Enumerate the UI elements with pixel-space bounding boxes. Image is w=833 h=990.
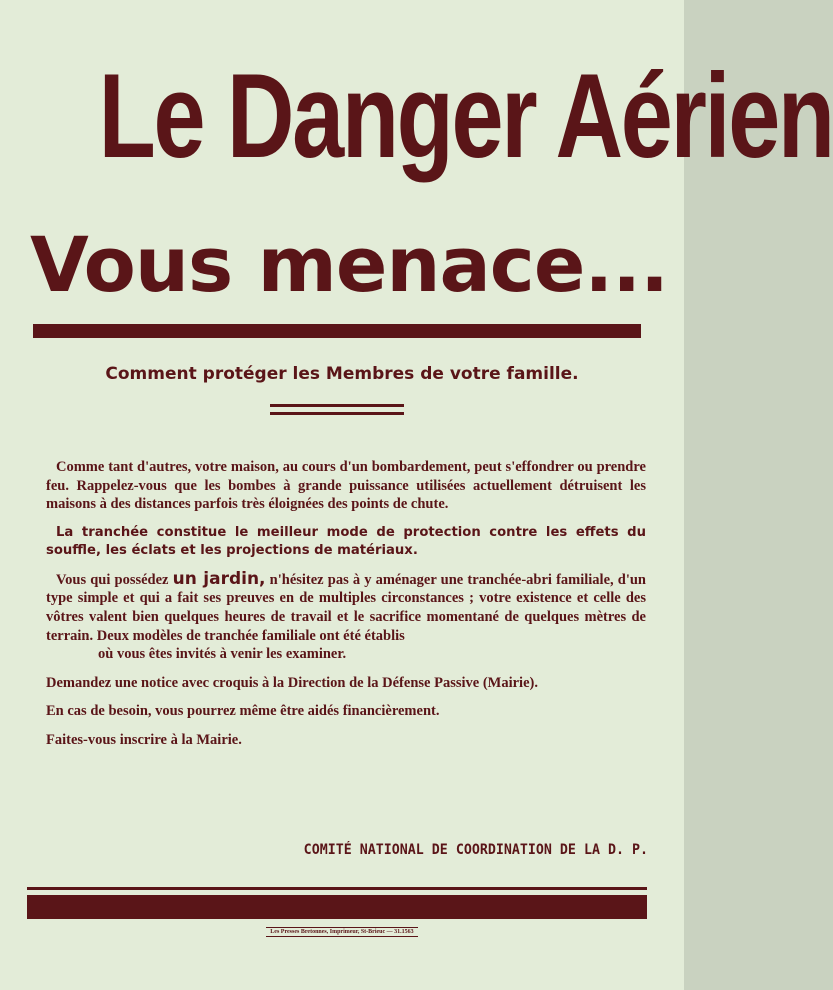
paragraph-3-rest: n'hésitez pas à y aménager une tranchée-abri familiale, d'un type simple et qui a fait ses preuves en de multiples circonstances ; votre existence et celle des vôtres valent bien quelques heures de travail et le sacrifice momentané de quelques mètres de terrain. Deux modèles de tranchée familiale ont été établis xyxy=(46,571,646,644)
bottom-rule-thick xyxy=(27,895,647,919)
printer-line: Les Presses Bretonnes, Imprimeur, St-Brieuc — 31.1563 xyxy=(266,927,417,937)
paragraph-6: Faites-vous inscrire à la Mairie. xyxy=(46,731,242,748)
printer-credit xyxy=(30,929,654,935)
double-rule-bottom xyxy=(270,412,404,415)
paragraph-3-start: Vous qui possédez xyxy=(56,571,169,588)
paragraph-3-last-line: où vous êtes invités à venir les examiner. xyxy=(98,646,347,663)
poster-body xyxy=(46,458,646,760)
double-rule-top xyxy=(270,404,404,407)
poster-subtitle: Comment protéger les Membres de votre famille. xyxy=(105,364,579,384)
bottom-rule-thin xyxy=(27,887,647,890)
poster-title-line1: Le Danger Aérien xyxy=(98,49,833,183)
paragraph-4: Demandez une notice avec croquis à la Direction de la Défense Passive (Mairie). xyxy=(46,674,538,691)
garden-highlight: un jardin, xyxy=(172,568,266,589)
paragraph-2: La tranchée constitue le meilleur mode de protection contre les effets du souffle, les éclats et les projections de matériaux. xyxy=(46,524,646,558)
paragraph-3 xyxy=(46,570,646,664)
paragraph-1: Comme tant d'autres, votre maison, au cours d'un bombardement, peut s'effondrer ou prendre feu. Rappelez-vous que les bombes à grande puissance utilisées actuellement détruisent les maisons à des distances parfois très éloignées des points de chute. xyxy=(46,459,646,513)
paragraph-5: En cas de besoin, vous pourrez même être aidés financièrement. xyxy=(46,703,440,720)
poster-title-line2: Vous menace... xyxy=(30,220,669,309)
title-divider xyxy=(33,324,641,338)
signature: COMITÉ NATIONAL DE COORDINATION DE LA D. P. xyxy=(303,842,648,858)
